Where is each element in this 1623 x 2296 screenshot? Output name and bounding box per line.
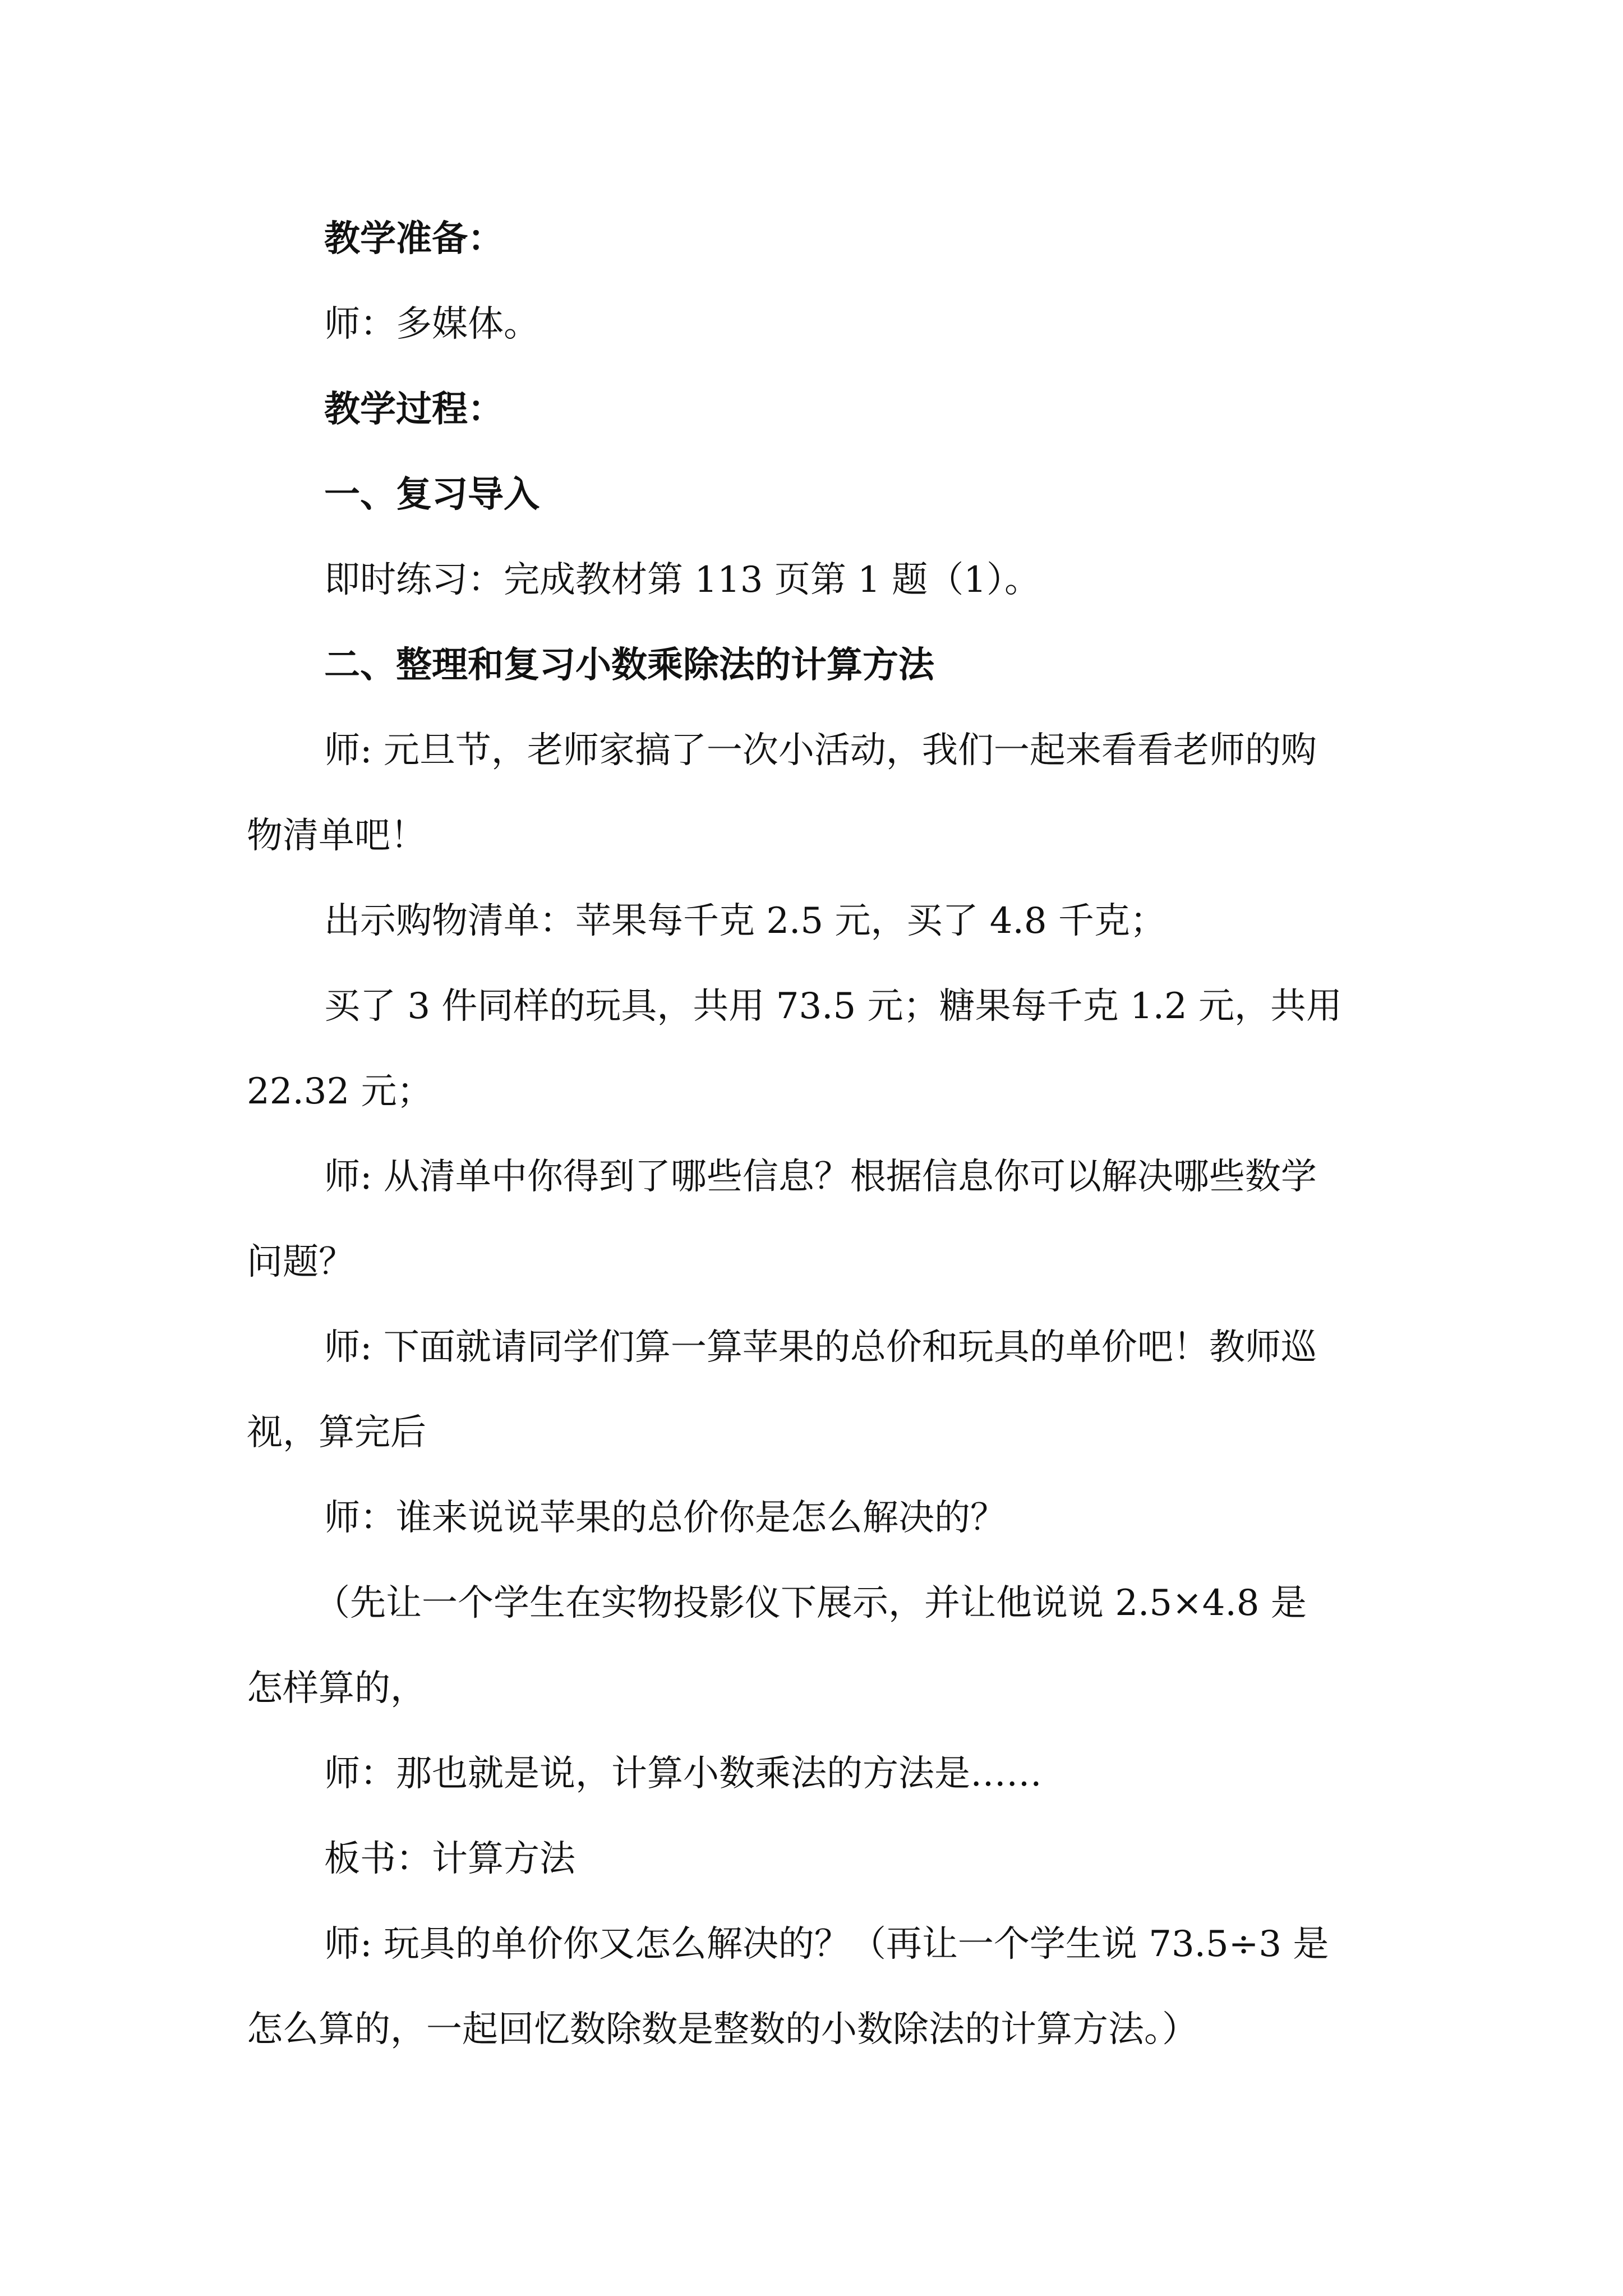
paragraph-line: 即时练习：完成教材第 113 页第 1 题（1）。 bbox=[324, 559, 1040, 601]
paragraph-line: 师: 玩具的单价你又怎么解决的？（再让一个学生说 73.5÷3 是 bbox=[324, 1924, 1329, 1965]
heading-teaching-preparation: 教学准备： bbox=[324, 218, 504, 260]
paragraph-line: 师：多媒体。 bbox=[324, 303, 540, 345]
paragraph-line: 师：那也就是说，计算小数乘法的方法是…… bbox=[324, 1753, 1042, 1795]
section-heading-review: 一、复习导入 bbox=[324, 473, 540, 516]
paragraph-line: 板书：计算方法 bbox=[324, 1838, 575, 1880]
paragraph-line: 师: 元旦节，老师家搞了一次小活动，我们一起来看看老师的购 bbox=[324, 730, 1317, 771]
paragraph-line: 买了 3 件同样的玩具，共用 73.5 元；糖果每千克 1.2 元，共用 bbox=[324, 986, 1343, 1027]
paragraph-line: 怎么算的，一起回忆数除数是整数的小数除法的计算方法。） bbox=[247, 2009, 1198, 2050]
paragraph-line: 师：谁来说说苹果的总价你是怎么解决的？ bbox=[324, 1497, 1006, 1539]
paragraph-line: 出示购物清单：苹果每千克 2.5 元，买了 4.8 千克； bbox=[324, 900, 1166, 942]
section-heading-decimal-methods: 二、整理和复习小数乘除法的计算方法 bbox=[324, 644, 934, 686]
heading-teaching-process: 教学过程： bbox=[324, 388, 504, 430]
paragraph-line: 视，算完后 bbox=[247, 1412, 426, 1453]
paragraph-line: （先让一个学生在实物投影仪下展示，并让他说说 2.5×4.8 是 bbox=[314, 1582, 1307, 1624]
paragraph-line: 怎样算的， bbox=[247, 1668, 426, 1709]
paragraph-line: 师: 下面就请同学们算一算苹果的总价和玩具的单价吧！教师巡 bbox=[324, 1327, 1317, 1368]
paragraph-line: 问题？ bbox=[247, 1241, 354, 1283]
paragraph-line: 物清单吧！ bbox=[247, 815, 426, 857]
paragraph-line: 22.32 元； bbox=[247, 1071, 433, 1112]
paragraph-line: 师: 从清单中你得到了哪些信息？根据信息你可以解决哪些数学 bbox=[324, 1156, 1317, 1198]
